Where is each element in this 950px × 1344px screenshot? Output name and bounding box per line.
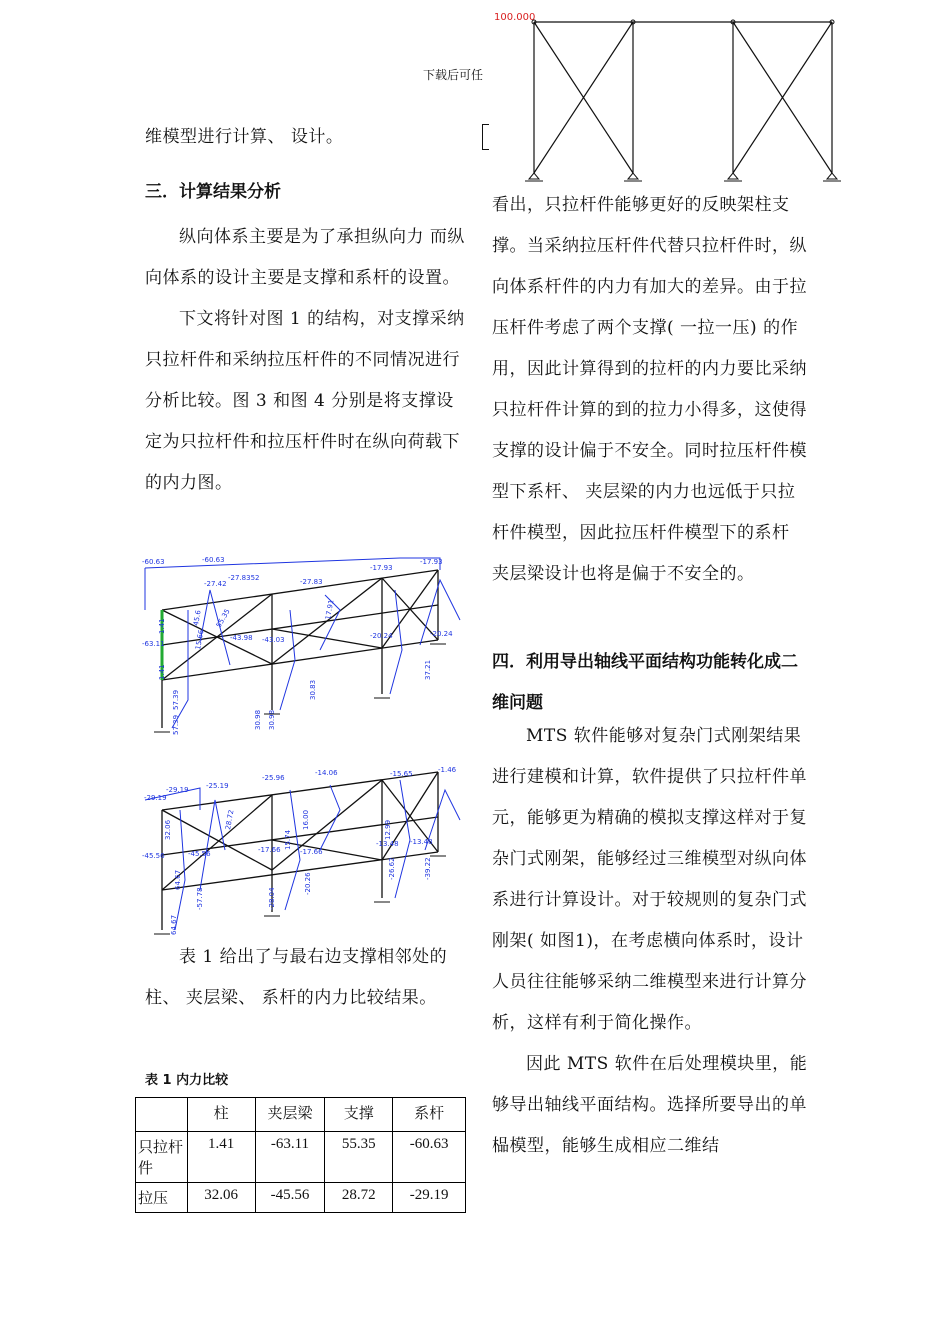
table-header-row [136, 1098, 466, 1132]
table-header-cell: 夹层梁 [255, 1098, 325, 1132]
force-value-label: 1.41 [158, 618, 166, 634]
force-value-label: 55.35 [214, 607, 232, 629]
force-value-label: -25.96 [262, 774, 285, 782]
table-cell: -63.11 [255, 1132, 325, 1183]
force-value-label: -60.63 [202, 556, 225, 564]
force-value-label: 28.72 [224, 809, 236, 831]
figure-4-force-diagram [140, 760, 470, 940]
force-value-label: -20.24 [370, 632, 393, 640]
paragraph: 下文将针对图 1 的结构，对支撑采纳只拉杆件和采纳拉压杆件的不同情况进行分析比较。图 3 和图 4 分别是将支撑设定为只拉杆件和拉压杆件时在纵向荷载下的内力图。 [145, 309, 465, 493]
table-row [136, 1132, 466, 1183]
force-value-label: 30.98 [254, 709, 262, 730]
paragraph: 看出，只拉杆件能够更好的反映架柱支撑。当采纳拉压杆件代替只拉杆件时，纵向体系杆件的内力有加大的差异。由于拉压杆件考虑了两个支撑( 一拉一压) 的作用，因此计算得到的拉杆的内力要比采纳只拉杆件计算的到的拉力小得多，这使得支撑的设计偏于不安全。同时拉压杆件模型下系杆、 夹层梁的内力也远低于只拉杆件模型，因此拉压杆件模型下的系杆 夹层梁设计也将是偏于不安全的。 [492, 195, 807, 584]
table-header-cell: 系杆 [393, 1098, 466, 1132]
table-caption: 表 1 内力比较 [145, 1073, 229, 1088]
force-value-label: -17.66 [258, 846, 281, 854]
table-cell: -60.63 [393, 1132, 466, 1183]
force-value-label: -14.06 [315, 769, 338, 777]
force-value-label: -29.19 [144, 794, 167, 802]
force-value-label: -25.19 [206, 782, 229, 790]
table-cell: 55.35 [325, 1132, 393, 1183]
table-cell: -29.19 [393, 1183, 466, 1213]
force-value-label: 1.41 [158, 664, 166, 680]
table-row [136, 1183, 466, 1213]
force-value-label: 45.6 [192, 609, 203, 627]
table-cell: 32.06 [187, 1183, 255, 1213]
force-value-label: -43.03 [262, 636, 285, 644]
force-value-label: 37.21 [424, 659, 432, 680]
table-header-cell: 支撑 [325, 1098, 393, 1132]
force-value-label: 64.67 [174, 869, 182, 890]
force-value-label: -13.48 [376, 840, 399, 848]
table-cell: -45.56 [255, 1183, 325, 1213]
paragraph: 纵向体系主要是为了承担纵向力 而纵向体系的设计主要是支撑和系杆的设置。 [145, 227, 465, 288]
force-value-label: -27.42 [204, 580, 227, 588]
force-value-label: -15.65 [390, 770, 413, 778]
force-comparison-table [135, 1097, 466, 1213]
force-value-label: -1.46 [438, 766, 457, 774]
paragraph: 因此 MTS 软件在后处理模块里，能够导出轴线平面结构。选择所要导出的单榀模型，能够生成相应二维结 [492, 1054, 808, 1156]
force-value-label: -17.93 [370, 564, 393, 572]
force-value-label: 57.39 [172, 714, 180, 735]
table-cell: 1.41 [187, 1132, 255, 1183]
force-value-label: 32.06 [164, 819, 172, 840]
force-value-label: 64.67 [170, 914, 178, 935]
force-value-label: -43.98 [230, 634, 253, 642]
paragraph: MTS 软件能够对复杂门式刚架结果进行建模和计算，软件提供了只拉杆件单元，能够更为精确的模拟支撑这样对于复杂门式刚架，能够经过三维模型对纵向体系进行计算设计。对于较规则的复杂门式刚架( 如图1)，在考虑横向体系时，设计人员往往能够采纳二维模型来进行计算分析，这样有利于简化操作。 [492, 726, 807, 1033]
table-cell: 28.72 [325, 1183, 393, 1213]
paragraph: 表 1 给出了与最右边支撑相邻处的柱、 夹层梁、 系杆的内力比较结果。 [145, 947, 448, 1008]
force-value-label: -17.93 [420, 558, 443, 566]
force-value-label: 15.66 [194, 629, 206, 651]
force-value-label: -60.63 [142, 558, 165, 566]
frame-load-label: 100.000 [494, 12, 536, 23]
force-value-label: -45.56 [142, 852, 165, 860]
bracket-mark [482, 124, 489, 150]
force-value-label: -26.62 [388, 857, 396, 880]
force-value-label: -27.83 [300, 578, 323, 586]
force-value-label: -39.22 [424, 857, 432, 880]
force-value-label: -20.26 [304, 872, 312, 895]
force-value-label: 15.74 [284, 829, 292, 850]
force-value-label: 30.98 [268, 709, 276, 730]
force-value-label: -13.48 [410, 838, 433, 846]
section-3-title: 三．计算结果分析 [145, 182, 281, 202]
figure-1-frame-diagram [490, 8, 850, 188]
table-cell: 拉压 [136, 1183, 188, 1213]
force-value-label: -45.56 [188, 850, 211, 858]
force-value-label: -28.04 [268, 887, 276, 910]
force-value-label: -17.66 [300, 848, 323, 856]
force-value-label: 17.91 [324, 599, 336, 621]
section-4-title: 四．利用导出轴线平面结构功能转化成二维问题 [492, 652, 798, 713]
table-cell: 只拉杆件 [136, 1132, 188, 1183]
force-value-label: -27.8352 [228, 574, 260, 582]
force-value-label: -63.11 [142, 640, 165, 648]
figure-3-force-diagram [140, 550, 470, 745]
force-value-label: 57.39 [172, 689, 180, 710]
force-value-label: 16.00 [302, 809, 310, 830]
force-value-label: -29.19 [166, 786, 189, 794]
table-header-cell [136, 1098, 188, 1132]
force-value-label: 12.99 [384, 819, 392, 840]
header-note: 下载后可任 [423, 68, 484, 82]
intro-line: 维模型进行计算、 设计。 [145, 127, 344, 147]
table-header-cell: 柱 [187, 1098, 255, 1132]
force-value-label: -57.78 [196, 887, 204, 910]
force-value-label: 30.83 [309, 679, 317, 700]
force-value-label: -20.24 [430, 630, 453, 638]
